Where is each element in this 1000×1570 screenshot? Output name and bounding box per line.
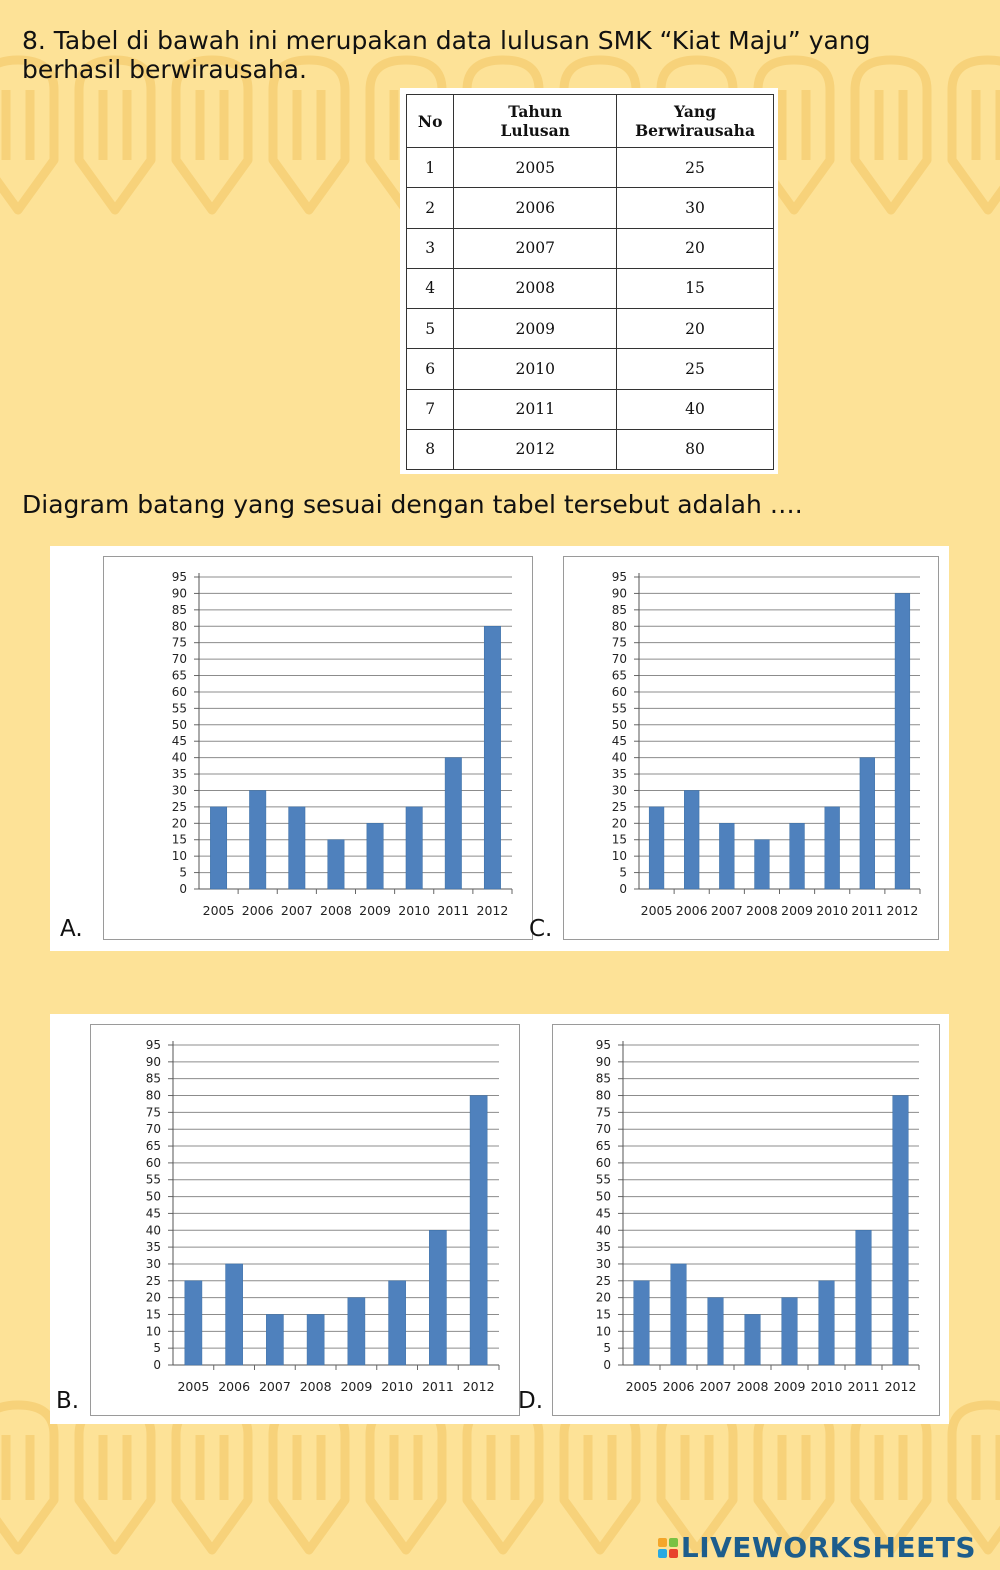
table-cell: 40 — [617, 389, 774, 429]
y-tick-label: 40 — [171, 750, 187, 765]
y-tick-label: 50 — [171, 717, 187, 732]
x-tick-label: 2007 — [280, 903, 313, 918]
x-tick-label: 2005 — [625, 1379, 658, 1394]
pencil-shape — [758, 1405, 830, 1550]
y-tick-label: 20 — [611, 816, 627, 831]
option-b-label[interactable]: B. — [56, 1388, 80, 1414]
x-tick-label: 2009 — [781, 903, 813, 918]
bar-chart-svg — [564, 557, 938, 939]
y-tick-label: 55 — [595, 1172, 611, 1187]
y-tick-label: 25 — [611, 799, 627, 814]
bar — [719, 823, 734, 889]
bar — [429, 1230, 446, 1365]
bar — [860, 758, 875, 889]
y-tick-label: 55 — [611, 701, 627, 716]
y-tick-label: 15 — [145, 1307, 161, 1322]
y-tick-label: 80 — [145, 1088, 161, 1103]
table-row — [407, 228, 774, 268]
y-tick-label: 70 — [611, 652, 627, 667]
y-tick-label: 10 — [145, 1324, 161, 1339]
table-cell: 2007 — [454, 228, 617, 268]
logo-square — [658, 1549, 667, 1558]
table-cell: 30 — [617, 188, 774, 228]
y-tick-label: 40 — [611, 750, 627, 765]
table-cell: 5 — [407, 309, 454, 349]
x-tick-label: 2010 — [816, 903, 849, 918]
x-tick-label: 2009 — [773, 1379, 806, 1394]
y-tick-label: 65 — [611, 668, 627, 683]
table-cell: 2006 — [454, 188, 617, 228]
bar-chart-svg — [104, 557, 532, 939]
option-a-label[interactable]: A. — [60, 916, 83, 942]
data-table-container — [400, 88, 778, 474]
bar — [825, 807, 840, 889]
x-tick-label: 2011 — [847, 1379, 880, 1394]
x-tick-label: 2008 — [746, 903, 778, 918]
table-row — [407, 429, 774, 469]
x-tick-label: 2006 — [218, 1379, 251, 1394]
logo-square — [658, 1538, 667, 1547]
bar — [210, 807, 226, 889]
y-tick-label: 90 — [611, 586, 627, 601]
bar — [289, 807, 305, 889]
y-tick-label: 85 — [595, 1071, 611, 1086]
bar — [226, 1264, 243, 1365]
y-tick-label: 75 — [171, 635, 187, 650]
pencil-shape — [79, 1405, 151, 1550]
y-tick-label: 5 — [179, 865, 187, 880]
y-tick-label: 60 — [145, 1155, 161, 1170]
table-cell: 2008 — [454, 268, 617, 308]
x-tick-label: 2009 — [359, 903, 391, 918]
x-tick-label: 2012 — [886, 903, 919, 918]
x-tick-label: 2005 — [202, 903, 235, 918]
y-tick-label: 40 — [145, 1223, 161, 1238]
x-tick-label: 2011 — [421, 1379, 454, 1394]
y-tick-label: 95 — [595, 1038, 611, 1052]
table-cell: 25 — [617, 349, 774, 389]
y-tick-label: 70 — [145, 1122, 161, 1137]
x-tick-label: 2005 — [640, 903, 673, 918]
table-row — [407, 188, 774, 228]
y-tick-label: 65 — [171, 668, 187, 683]
y-tick-label: 15 — [595, 1307, 611, 1322]
table-cell: 2005 — [454, 148, 617, 188]
pencil-shape — [661, 1405, 733, 1550]
bar — [249, 790, 265, 889]
table-row — [407, 389, 774, 429]
bar — [348, 1298, 365, 1365]
y-tick-label: 50 — [595, 1189, 611, 1204]
x-tick-label: 2008 — [320, 903, 352, 918]
x-tick-label: 2012 — [884, 1379, 917, 1394]
y-tick-label: 0 — [603, 1358, 611, 1372]
table-cell: 6 — [407, 349, 454, 389]
bar — [185, 1281, 202, 1365]
bar — [790, 823, 805, 889]
table-cell: 7 — [407, 389, 454, 429]
y-tick-label: 20 — [171, 816, 187, 831]
y-tick-label: 80 — [611, 619, 627, 634]
table-cell: 4 — [407, 268, 454, 308]
bar — [367, 823, 383, 889]
bar — [406, 807, 422, 889]
table-row — [407, 349, 774, 389]
option-d-chart[interactable] — [552, 1024, 940, 1416]
y-tick-label: 45 — [595, 1206, 611, 1221]
x-tick-label: 2008 — [299, 1379, 332, 1394]
option-a-chart[interactable] — [103, 556, 533, 940]
pencil-shape — [855, 1405, 927, 1550]
x-tick-label: 2006 — [662, 1379, 695, 1394]
y-tick-label: 75 — [595, 1105, 611, 1120]
y-tick-label: 5 — [603, 1341, 611, 1356]
y-tick-label: 10 — [595, 1324, 611, 1339]
table-row — [407, 148, 774, 188]
bar — [782, 1298, 798, 1365]
x-tick-label: 2006 — [675, 903, 708, 918]
pencil-shape — [273, 1405, 345, 1550]
question-text: 8. Tabel di bawah ini merupakan data lulusan SMK “Kiat Maju” yang berhasil berwirausaha. — [22, 26, 871, 84]
bar — [819, 1281, 835, 1365]
bar-chart-svg — [91, 1025, 519, 1415]
y-tick-label: 30 — [595, 1256, 611, 1271]
y-tick-label: 30 — [171, 783, 187, 798]
bar — [684, 790, 699, 889]
options-panel-bottom — [50, 1014, 949, 1424]
table-cell: 20 — [617, 309, 774, 349]
y-tick-label: 70 — [171, 652, 187, 667]
bar-chart-svg — [553, 1025, 939, 1415]
option-b-chart[interactable] — [90, 1024, 520, 1416]
x-tick-label: 2007 — [699, 1379, 732, 1394]
x-tick-label: 2005 — [177, 1379, 210, 1394]
table-header-cell: Tahun Lulusan — [454, 95, 617, 148]
bar — [634, 1281, 650, 1365]
y-tick-label: 55 — [171, 701, 187, 716]
y-tick-label: 25 — [145, 1273, 161, 1288]
bar — [893, 1096, 909, 1365]
pencil-shape — [0, 1405, 54, 1550]
pencil-shape — [564, 1405, 636, 1550]
x-tick-label: 2010 — [398, 903, 431, 918]
y-tick-label: 45 — [145, 1206, 161, 1221]
y-tick-label: 45 — [611, 734, 627, 749]
table-row — [407, 309, 774, 349]
y-tick-label: 60 — [595, 1155, 611, 1170]
x-tick-label: 2012 — [476, 903, 509, 918]
bar — [389, 1281, 406, 1365]
table-cell: 25 — [617, 148, 774, 188]
table-cell: 2010 — [454, 349, 617, 389]
y-tick-label: 15 — [171, 832, 187, 847]
bar — [307, 1314, 324, 1365]
y-tick-label: 20 — [145, 1290, 161, 1305]
pencil-shape — [176, 1405, 248, 1550]
y-tick-label: 90 — [171, 586, 187, 601]
y-tick-label: 40 — [595, 1223, 611, 1238]
option-d-label[interactable]: D. — [518, 1388, 544, 1414]
y-tick-label: 80 — [171, 619, 187, 634]
y-tick-label: 35 — [145, 1240, 161, 1255]
table-header-cell: Yang Berwirausaha — [617, 95, 774, 148]
y-tick-label: 70 — [595, 1122, 611, 1137]
footer-brand: LIVEWORKSHEETS — [680, 1531, 976, 1564]
table-cell: 2011 — [454, 389, 617, 429]
pencil-shape — [370, 1405, 442, 1550]
pencil-shape — [952, 1405, 1000, 1550]
y-tick-label: 95 — [171, 570, 187, 584]
x-tick-label: 2010 — [810, 1379, 843, 1394]
y-tick-label: 90 — [595, 1054, 611, 1069]
y-tick-label: 0 — [153, 1358, 161, 1372]
bar — [671, 1264, 687, 1365]
bar — [445, 758, 461, 889]
bar — [856, 1230, 872, 1365]
bar — [649, 807, 664, 889]
bar — [895, 593, 910, 889]
bar — [708, 1298, 724, 1365]
y-tick-label: 25 — [171, 799, 187, 814]
y-tick-label: 65 — [595, 1139, 611, 1154]
y-tick-label: 55 — [145, 1172, 161, 1187]
table-cell: 80 — [617, 429, 774, 469]
y-tick-label: 85 — [171, 602, 187, 617]
pencil-shape — [952, 60, 1000, 210]
table-cell: 20 — [617, 228, 774, 268]
graduates-table — [406, 94, 774, 470]
y-tick-label: 35 — [595, 1240, 611, 1255]
bar — [484, 626, 500, 889]
table-header-cell: No — [407, 95, 454, 148]
table-cell: 2 — [407, 188, 454, 228]
y-tick-label: 90 — [145, 1054, 161, 1069]
y-tick-label: 5 — [619, 865, 627, 880]
x-tick-label: 2006 — [241, 903, 274, 918]
y-tick-label: 50 — [611, 717, 627, 732]
y-tick-label: 85 — [145, 1071, 161, 1086]
table-cell: 2009 — [454, 309, 617, 349]
y-tick-label: 85 — [611, 602, 627, 617]
y-tick-label: 0 — [179, 882, 187, 896]
y-tick-label: 65 — [145, 1139, 161, 1154]
bar — [328, 840, 344, 889]
y-tick-label: 60 — [171, 684, 187, 699]
y-tick-label: 30 — [611, 783, 627, 798]
y-tick-label: 75 — [611, 635, 627, 650]
y-tick-label: 15 — [611, 832, 627, 847]
x-tick-label: 2011 — [437, 903, 470, 918]
table-cell: 1 — [407, 148, 454, 188]
table-body — [407, 148, 774, 470]
y-tick-label: 10 — [171, 849, 187, 864]
option-c-chart[interactable] — [563, 556, 939, 940]
table-header-row — [407, 95, 774, 148]
option-c-label[interactable]: C. — [529, 916, 553, 942]
liveworksheets-logo — [658, 1531, 976, 1564]
table-row — [407, 268, 774, 308]
x-tick-label: 2007 — [258, 1379, 291, 1394]
logo-square — [669, 1538, 678, 1547]
y-tick-label: 5 — [153, 1341, 161, 1356]
y-tick-label: 25 — [595, 1273, 611, 1288]
y-tick-label: 35 — [171, 767, 187, 782]
table-cell: 8 — [407, 429, 454, 469]
options-panel-top — [50, 546, 949, 951]
logo-square — [669, 1549, 678, 1558]
y-tick-label: 60 — [611, 684, 627, 699]
x-tick-label: 2011 — [851, 903, 884, 918]
y-tick-label: 10 — [611, 849, 627, 864]
y-tick-label: 0 — [619, 882, 627, 896]
bar — [755, 840, 770, 889]
x-tick-label: 2010 — [381, 1379, 414, 1394]
x-tick-label: 2009 — [340, 1379, 373, 1394]
y-tick-label: 75 — [145, 1105, 161, 1120]
table-cell: 2012 — [454, 429, 617, 469]
y-tick-label: 95 — [145, 1038, 161, 1052]
y-tick-label: 20 — [595, 1290, 611, 1305]
table-cell: 3 — [407, 228, 454, 268]
x-tick-label: 2008 — [736, 1379, 769, 1394]
liveworksheets-logo-icon — [658, 1538, 678, 1558]
y-tick-label: 80 — [595, 1088, 611, 1103]
y-tick-label: 35 — [611, 767, 627, 782]
y-tick-label: 30 — [145, 1256, 161, 1271]
chart-prompt: Diagram batang yang sesuai dengan tabel tersebut adalah …. — [22, 490, 803, 519]
y-tick-label: 50 — [145, 1189, 161, 1204]
y-tick-label: 95 — [611, 570, 627, 584]
x-tick-label: 2007 — [710, 903, 743, 918]
table-cell: 15 — [617, 268, 774, 308]
bar — [470, 1096, 487, 1365]
bar — [266, 1314, 283, 1365]
x-tick-label: 2012 — [462, 1379, 495, 1394]
pencil-shape — [467, 1405, 539, 1550]
bar — [745, 1314, 761, 1365]
y-tick-label: 45 — [171, 734, 187, 749]
